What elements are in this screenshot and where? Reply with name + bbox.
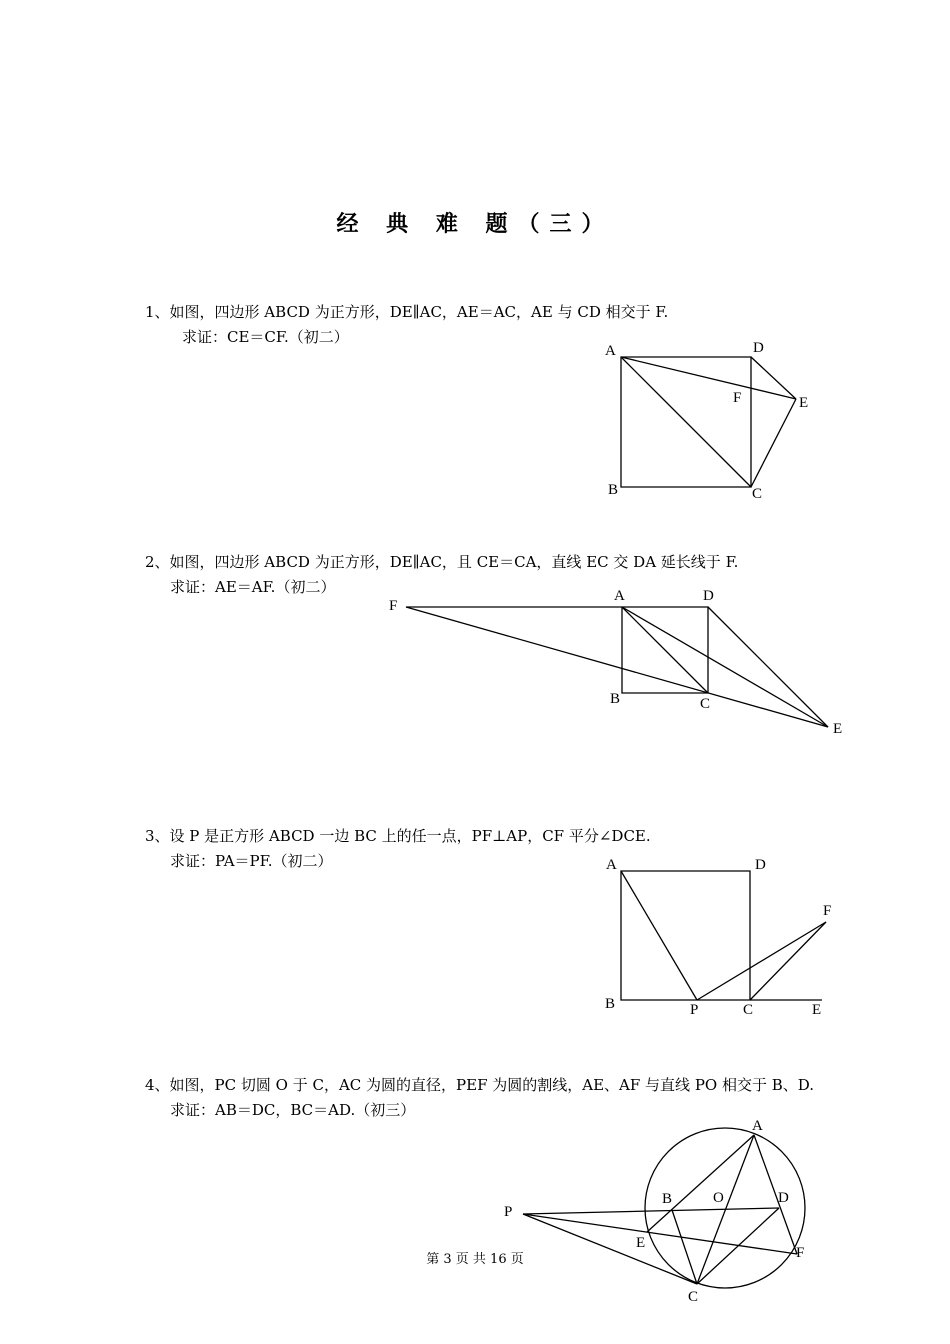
- problem-2-proof: 求证：AE＝AF.（初二）: [170, 578, 336, 596]
- label-p: P: [690, 1002, 699, 1018]
- label-f: F: [823, 903, 832, 919]
- label-b: B: [662, 1191, 673, 1207]
- label-e: E: [812, 1002, 822, 1018]
- label-e: E: [833, 721, 843, 737]
- label-d: D: [778, 1190, 789, 1206]
- problem-3-proof: 求证：PA＝PF.（初二）: [170, 852, 333, 870]
- label-b: B: [610, 691, 621, 707]
- line-pod: [523, 1208, 779, 1214]
- problem-4-statement: 4、如图，PC 切圆 O 于 C，AC 为圆的直径，PEF 为圆的割线，AE、AF 与直线 PO 相交于 B、D.: [145, 1076, 815, 1094]
- page-title: 经 典 难 题（三）: [336, 212, 614, 237]
- label-c: C: [700, 696, 711, 712]
- segment-af: [754, 1135, 797, 1254]
- label-d: D: [755, 857, 766, 873]
- label-d: D: [703, 588, 714, 604]
- label-b: B: [608, 482, 619, 498]
- label-d: D: [753, 340, 764, 356]
- label-c: C: [688, 1289, 699, 1305]
- label-b: B: [605, 996, 616, 1012]
- label-f: F: [796, 1245, 805, 1261]
- segment-bc: [672, 1210, 697, 1284]
- problem-2-statement: 2、如图，四边形 ABCD 为正方形，DE∥AC，且 CE＝CA，直线 EC 交 DA 延长线于 F.: [145, 553, 739, 571]
- problem-1-proof: 求证：CE＝CF.（初二）: [182, 328, 349, 346]
- label-a: A: [614, 588, 625, 604]
- label-f: F: [389, 598, 398, 614]
- page-footer: 第 3 页 共 16 页: [426, 1252, 524, 1267]
- label-c: C: [743, 1002, 754, 1018]
- problem-3-statement: 3、设 P 是正方形 ABCD 一边 BC 上的任一点，PF⊥AP，CF 平分∠DCE.: [145, 827, 651, 845]
- label-o: O: [713, 1190, 724, 1206]
- label-c: C: [752, 486, 763, 502]
- label-a: A: [752, 1118, 763, 1134]
- problem-1-statement: 1、如图，四边形 ABCD 为正方形，DE∥AC，AE＝AC，AE 与 CD 相交于 F.: [145, 303, 669, 321]
- segment-ae: [647, 1135, 754, 1232]
- segment-dc: [697, 1208, 779, 1284]
- label-e: E: [799, 395, 809, 411]
- label-e: E: [636, 1235, 646, 1251]
- label-p: P: [504, 1204, 513, 1220]
- problem-4-proof: 求证：AB＝DC，BC＝AD.（初三）: [170, 1101, 416, 1119]
- label-a: A: [606, 857, 617, 873]
- label-f: F: [733, 390, 742, 406]
- label-a: A: [605, 343, 616, 359]
